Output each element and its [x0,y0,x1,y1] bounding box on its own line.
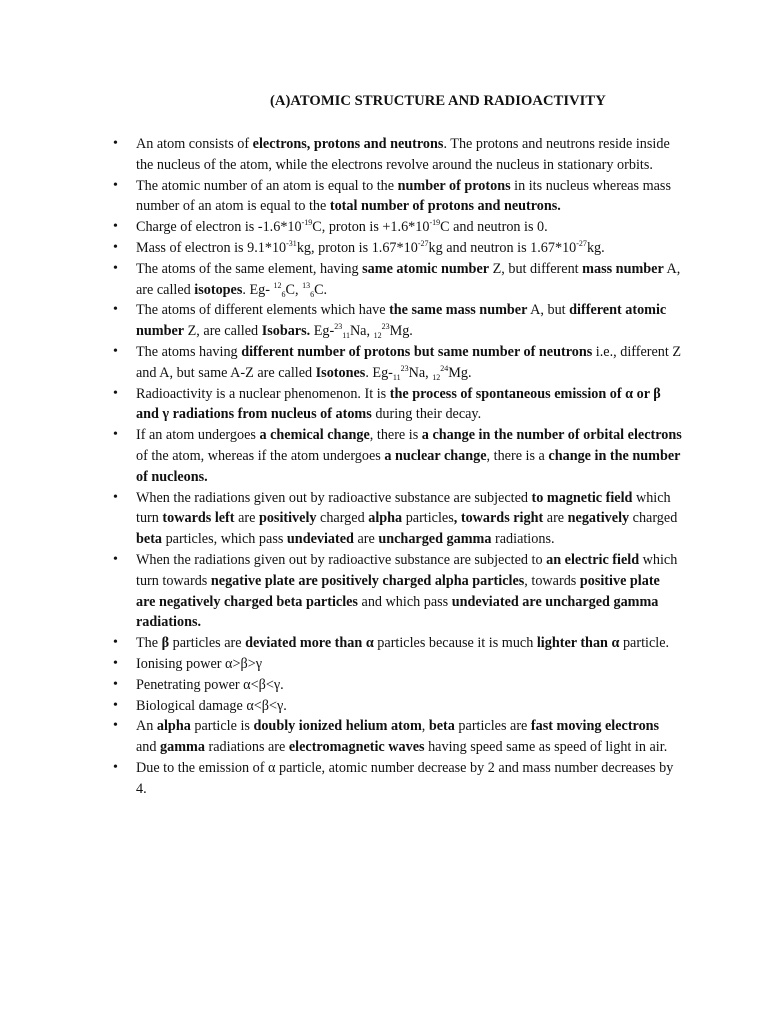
bullet-item-atom-composition [0,134,682,176]
bullet-item-isotones [0,342,682,384]
bold-text: change in the number of nucleons. [136,447,681,485]
bold-text: electrons, protons and neutrons [252,136,444,152]
text-run: Mass of electron is 9.1*10 [136,239,287,256]
text-run: The atoms of the same element, having [136,260,363,277]
bold-text: , towards right [453,510,544,527]
text-run: When the radiations given out by radioactive substance are subjected [136,489,532,506]
text-run: particles because it is much [373,635,537,652]
superscript: 23 [381,322,390,332]
bullet-item-biological-damage [0,696,682,717]
bold-text: isotopes [194,281,243,298]
text-run: . The protons and neutrons reside inside the nucleus of the atom, while the electrons revolve around the nucleus in stationary orbits. [136,136,670,173]
superscript: -27 [417,238,429,248]
text-run: and which pass [357,593,452,610]
text-run: A, are called [136,260,681,298]
text-run: Mg. [389,323,413,340]
superscript: -19 [429,218,441,228]
text-run: Charge of electron is -1.6*10 [136,219,302,236]
superscript: 13 [302,280,311,290]
bullet-item-isotopes [0,259,682,301]
text-run: are [234,510,259,527]
bold-text: deviated more than α [245,635,374,652]
bold-text: total number of protons and neutrons. [329,198,561,215]
bold-text: lighter than α [536,635,620,652]
bold-text: the process of spontaneous emission of α or β and γ radiations from nucleus of atoms [136,385,661,423]
bullet-item-isobars [0,300,682,342]
page-title: (A)ATOMIC STRUCTURE AND RADIOACTIVITY [270,93,606,109]
text-run: particles [402,510,454,527]
text-run: The atoms of different elements which have [136,302,390,319]
text-run: , [421,718,429,735]
text-run: Z, but different [489,260,583,277]
bullet-item-charges [0,217,682,238]
text-run: , there is a [486,447,549,464]
bold-text: electromagnetic waves [288,739,425,756]
text-run: which turn towards [136,551,678,589]
bold-text: mass number [582,260,664,277]
text-run: in its nucleus whereas mass number of an atom is equal to the [136,177,671,215]
text-run: If an atom undergoes [136,427,260,444]
text-run: kg, proton is 1.67*10 [296,239,418,256]
text-run: , there is [369,427,422,444]
text-run: . Eg- [365,364,393,381]
text-run: C, [285,281,303,298]
text-run: When the radiations given out by radioactive substance are subjected to [136,551,547,568]
bold-text: alpha [368,510,403,527]
text-run: The atoms having [136,343,242,360]
bold-text: a nuclear change [384,447,487,464]
subscript: 6 [281,289,286,299]
text-run: having speed same as speed of light in air. [424,739,668,756]
text-run: radiations are [204,739,289,756]
bullet-item-particle-nature [0,716,682,758]
superscript: 23 [334,322,343,332]
bold-text: β [161,635,170,652]
subscript: 6 [310,289,315,299]
text-run: particles are [454,718,531,735]
text-run: charged [316,510,369,527]
bold-text: a change in the number of orbital electrons [421,427,682,444]
bullet-item-ionising-power [0,654,682,675]
superscript: -31 [286,238,297,248]
bold-text: different atomic number [136,302,667,340]
bullet-item-radioactivity [0,384,682,426]
text-run: are [353,531,379,548]
text-run: Eg- [310,323,335,340]
text-run: particles, which pass [162,531,287,548]
text-run: Radioactivity is a nuclear phenomenon. It is [136,385,390,402]
bold-text: uncharged gamma [378,531,492,548]
bold-text: positive plate are negatively charged beta particles [136,572,660,610]
text-run: i.e., different Z and A, but same A-Z are called [136,343,682,381]
bold-text: fast moving electrons [530,718,660,735]
text-run: particle. [619,635,670,652]
text-run: kg and neutron is 1.67*10 [428,239,577,256]
text-run: charged [629,510,678,527]
bold-text: different number of protons but same number of neutrons [241,343,593,360]
superscript: 23 [400,363,409,373]
bold-text: undeviated [286,531,354,548]
text-run: Ionising power α>β>γ [136,655,262,672]
subscript: 12 [373,331,382,341]
bold-text: gamma [160,739,205,756]
bold-text: the same mass number [389,302,528,319]
bold-text: Isobars. [261,323,311,340]
text-run: . Eg- [242,281,274,298]
bold-text: number of protons [397,177,511,194]
superscript: -19 [301,218,313,228]
bold-text: an electric field [546,551,640,568]
bold-text: Isotones [315,364,366,381]
text-run: Penetrating power α<β<γ. [136,676,284,693]
text-run: during their decay. [371,406,482,423]
text-run: particles are [169,635,246,652]
text-run: Due to the emission of α particle, atomic number decrease by 2 and mass number decreases by 4. [136,759,674,797]
text-run: C, proton is +1.6*10 [312,219,430,236]
text-run: , towards [524,572,580,589]
text-run: The atomic number of an atom is equal to the [136,177,398,194]
text-run: An atom consists of [136,136,253,152]
text-run: The [136,635,162,652]
superscript: -27 [576,238,587,248]
text-run: radiations. [491,531,555,548]
bold-text: beta [428,718,455,735]
subscript: 11 [342,331,350,341]
bold-text: negative plate are positively charged alpha particles [210,572,525,589]
bold-text: alpha [156,718,191,735]
bullet-item-magnetic-field [0,488,682,550]
superscript: 24 [440,363,449,373]
text-run: particle is [190,718,254,735]
bold-text: to magnetic field [531,489,633,506]
text-run: kg. [586,239,605,256]
bullet-item-masses [0,238,682,259]
bold-text: doubly ionized helium atom [253,718,422,735]
text-run: of the atom, whereas if the atom undergoes [136,447,385,464]
bold-text: a chemical change [259,427,370,444]
subscript: 12 [432,372,441,382]
bullet-item-chemical-vs-nuclear [0,425,682,487]
text-run: C and neutron is 0. [440,219,548,236]
text-run: Na, [408,364,433,381]
text-run: Z, are called [184,323,262,340]
bullet-item-alpha-emission [0,758,682,800]
bold-text: positively [258,510,317,527]
bold-text: same atomic number [362,260,490,277]
text-run: which turn [136,489,671,527]
text-run: Mg. [448,364,472,381]
bold-text: beta [136,531,163,548]
bullet-item-beta-deviation [0,633,682,654]
bullet-item-atomic-number [0,176,682,218]
bold-text: towards left [162,510,235,527]
superscript: 12 [273,280,282,290]
text-run: An [136,718,157,735]
bullet-item-penetrating-power [0,675,682,696]
bold-text: negatively [567,510,630,527]
bold-text: undeviated are uncharged gamma radiations. [136,593,659,631]
bullet-list [0,134,768,800]
text-run: and [136,739,161,756]
text-run: A, but [527,302,570,319]
text-run: Na, [349,323,374,340]
bullet-item-electric-field [0,550,682,633]
text-run: Biological damage α<β<γ. [136,697,287,714]
text-run: C. [314,281,328,298]
text-run: are [543,510,568,527]
subscript: 11 [392,372,401,382]
